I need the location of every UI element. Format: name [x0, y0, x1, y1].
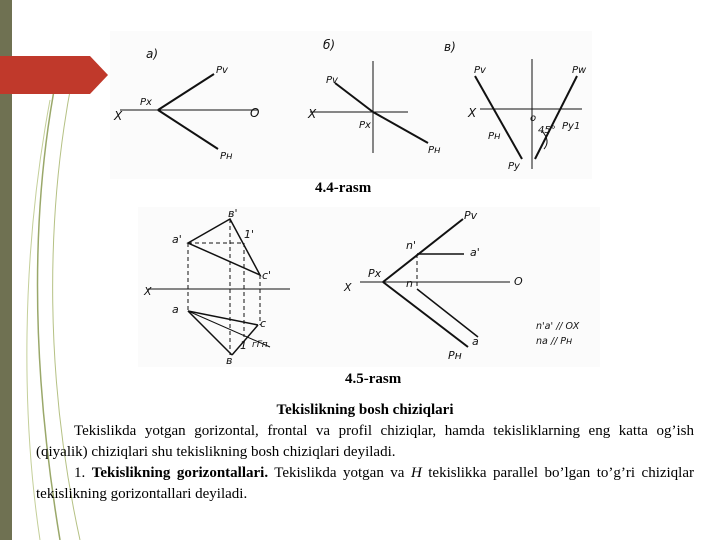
fig44-v-py: Py	[508, 161, 520, 172]
fig44-a-x: X	[114, 109, 123, 123]
fig45-b1: в'	[228, 207, 238, 220]
paragraph-2-italic: H	[410, 465, 422, 481]
fig44-label-v: в)	[444, 40, 456, 54]
fig44-v-pv: Pv	[474, 65, 486, 76]
fig45-x-right: X	[344, 281, 352, 294]
body-text	[36, 400, 694, 505]
fig44-v-angle: 45°	[538, 125, 556, 136]
fig45-a1: a'	[172, 233, 182, 246]
fig45-pv: Pv	[464, 209, 478, 222]
fig45-ph: Pн	[448, 349, 462, 362]
paragraph-2	[36, 463, 694, 505]
fig45-px: Px	[368, 267, 382, 280]
fig45-a: a	[172, 303, 179, 316]
figure-4-4	[110, 31, 592, 179]
fig44-label-a: a)	[146, 47, 159, 61]
fig44-b-x: X	[308, 107, 317, 121]
slide-arrow-tab	[0, 56, 108, 94]
fig45-b: в	[226, 354, 233, 367]
fig44-v-pw: Pw	[572, 65, 587, 76]
fig44-v-ph: Pн	[488, 131, 501, 142]
caption-4-5: 4.5-rasm	[345, 371, 402, 387]
fig44-label-b: б)	[323, 38, 336, 52]
paragraph-2-number: 1.	[74, 465, 86, 481]
fig45-c: c	[260, 317, 267, 330]
fig45-note1: n'a' // OX	[536, 321, 580, 332]
section-heading: Tekislikning bosh chiziqlari	[276, 402, 454, 418]
fig45-one: 1	[240, 339, 247, 352]
fig45-a-right: a	[472, 335, 479, 348]
paragraph-2-term: Tekislikning gorizontallari.	[91, 465, 269, 481]
fig45-a1-right: a'	[470, 246, 480, 259]
fig45-o: O	[514, 275, 523, 288]
fig45-n: n	[406, 277, 413, 290]
fig44-a-o: O	[250, 106, 260, 120]
fig44-v-py1: Py1	[562, 121, 581, 132]
fig45-e1: 1'	[244, 228, 255, 241]
fig44-b-px: Px	[359, 120, 371, 131]
paragraph-2-text-b: tekislikka parallel bo’lgan to’g’ri chiziqlar tekislikning gorizontallari deyiladi.	[36, 465, 695, 502]
paragraph-1: Tekislikda yotgan gorizontal, frontal va profil chiziqlar, hamda tekisliklarning eng katta og’ish (qiyalik) chiziqlari shu tekislikning bosh chiziqlari deyiladi.	[36, 423, 694, 460]
fig45-fgp: гГп	[252, 340, 268, 350]
fig44-a-pv: Pv	[216, 65, 228, 76]
fig45-c1: c'	[262, 269, 272, 282]
fig45-n1: n'	[406, 239, 416, 252]
fig44-v-x: X	[468, 106, 477, 120]
fig44-v-o: o	[530, 113, 537, 124]
fig44-b-pv: Pv	[326, 75, 338, 86]
fig44-a-px: Px	[140, 97, 152, 108]
paragraph-2-text-a: Tekislikda yotgan va	[274, 465, 405, 481]
fig45-note2: na // Pн	[536, 336, 573, 347]
fig45-x-left: X	[144, 285, 152, 298]
caption-4-4: 4.4-rasm	[315, 180, 372, 196]
fig44-b-ph: Pн	[428, 145, 441, 156]
figure-4-5	[138, 207, 600, 367]
fig44-a-ph: Pн	[220, 151, 233, 162]
